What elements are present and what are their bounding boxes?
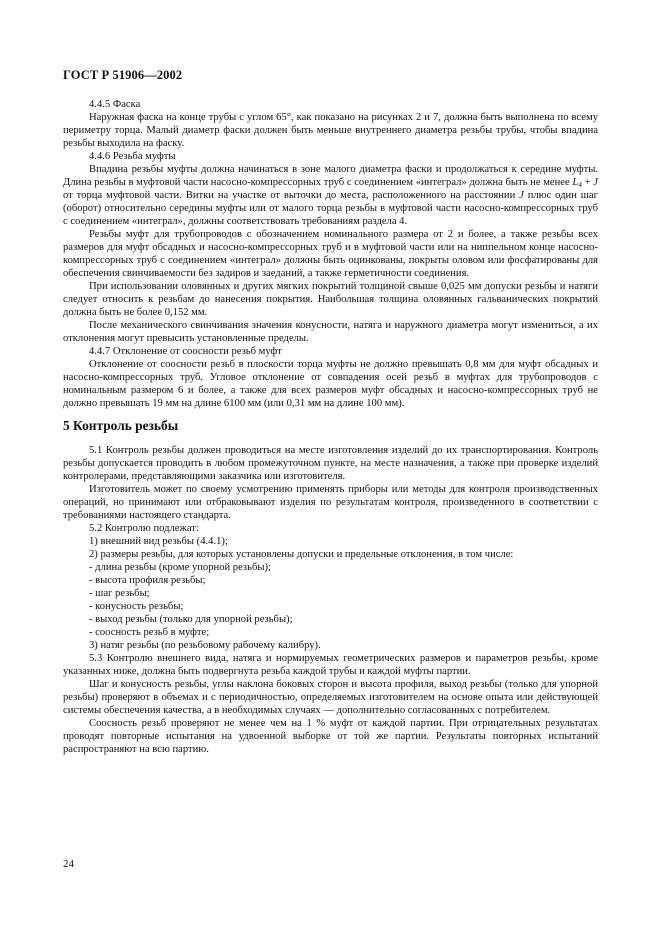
paragraph-coupling-thread: Впадина резьбы муфты должна начинаться в зоне малого диаметра фаски и продолжаться к середине муфты. Длина резьбы в муфтовой части насосно-компрессорных труб с соединением «интеграл» должна быть не менее $L_4 + J$ от торца муфтовой части. Витки на участке от выточки до места, расположенного на расстоянии J плюс один шаг (оборот) относительно середины муфты или от малого торца резьбы в муфтовой части насосно-компрессорных труб с соединением «интеграл», должны соответствовать требованиям раздела 4.: [63, 164, 598, 227]
list-item: 3) натяг резьбы (по резьбовому рабочему калибру).: [89, 640, 321, 651]
paragraph: 5.3 Контролю внешнего вида, натяга и нормируемых геометрических размеров и параметров резьбы, кроме указанных ниже, должна быть подвергнута резьба каждой трубы и каждой муфты партии.: [63, 653, 598, 677]
list-item: - соосность резьб в муфте;: [89, 627, 210, 638]
paragraph: При использовании оловянных и других мягких покрытий толщиной свыше 0,025 мм допуски резьбы и натяги следует относить к резьбам до нанесения покрытия. Наибольшая толщина оловянных гальванических покрытий должна быть не более 0,152 мм.: [63, 281, 598, 318]
page-number: 24: [63, 858, 74, 870]
symbol-J: J: [519, 190, 524, 201]
subsection-heading-4-4-6: 4.4.6 Резьба муфты: [89, 151, 176, 162]
list-item: - выход резьбы (только для упорной резьбы);: [89, 614, 293, 625]
paragraph: Соосность резьб проверяют не менее чем на 1 % муфт от каждой партии. При отрицательных результатах проводят повторные испытания на удвоенной выборке от той же партии. Результаты повторных испытаний распространяют на всю партию.: [63, 718, 598, 755]
list-item: - высота профиля резьбы;: [89, 575, 206, 586]
symbol-subscript: 4: [578, 180, 582, 189]
paragraph: 5.2 Контролю подлежат:: [89, 523, 199, 534]
symbol-L: L: [572, 177, 579, 188]
document-body: [63, 98, 598, 756]
standard-designation: ГОСТ Р 51906—2002: [63, 68, 183, 82]
list-item: 1) внешний вид резьбы (4.4.1);: [89, 536, 228, 547]
paragraph: Наружная фаска на конце трубы с углом 65°, как показано на рисунках 2 и 7, должна быть выполнена по всему периметру торца. Малый диаметр фаски должен быть меньше внутреннего диаметра резьбы трубы, чтобы впадина резьбы выходила на фаску.: [63, 112, 598, 149]
subsection-heading-4-4-7: 4.4.7 Отклонение от соосности резьб муфт: [89, 346, 282, 357]
list-item: - шаг резьбы;: [89, 588, 150, 599]
section-heading-5: 5 Контроль резьбы: [63, 418, 179, 433]
paragraph: После механического свинчивания значения конусности, натяга и наружного диаметра могут измениться, а их отклонения могут превысить установленные пределы.: [63, 320, 598, 344]
paragraph: Изготовитель может по своему усмотрению применять приборы или методы для контроля производственных операций, но принимают или отбраковывают изделия по результатам контроля, произведенного в соответствии с требованиями настоящего стандарта.: [63, 484, 598, 521]
list-item: - длина резьбы (кроме упорной резьбы);: [89, 562, 271, 573]
paragraph: 5.1 Контроль резьбы должен проводиться на месте изготовления изделий до их транспортирования. Контроль резьбы допускается проводить в любом промежуточном пункте, на месте назначения, а также при проверке изделий контролерами, представляющими заказчика или изготовителя.: [63, 445, 598, 482]
paragraph: Отклонение от соосности резьб в плоскости торца муфты не должно превышать 0,8 мм для муфт обсадных и насосно-компрессорных труб. Угловое отклонение от совпадения осей резьб в муфтах для трубопроводов с номинальным размером 6 и более, а также для всех размеров муфт обсадных и насосно-компрессорных труб не должно превышать 19 мм на длине 6100 мм (или 0,31 мм на длине 100 мм).: [63, 359, 598, 409]
symbol-J: J: [593, 177, 598, 188]
paragraph: Шаг и конусность резьбы, углы наклона боковых сторон и высота профиля, выход резьбы (только для упорной резьбы) проверяют в объемах и с периодичностью, определяемых изготовителем на основе опыта или действующей системы обеспечения качества, а в необходимых случаях — дополнительно согласованных с потребителем.: [63, 679, 598, 716]
list-item: - конусность резьбы;: [89, 601, 184, 612]
subsection-heading-4-4-5: 4.4.5 Фаска: [89, 99, 141, 110]
list-item: 2) размеры резьбы, для которых установлены допуски и предельные отклонения, в том числе:: [89, 549, 514, 560]
paragraph: Резьбы муфт для трубопроводов с обозначением номинального размера от 2 и более, а также резьбы всех размеров для муфт обсадных и насосно-компрессорных труб и в муфтовой части или на ниппельном конце насосно-компрессорных труб с соединением «интеграл» должны быть оцинкованы, покрыты оловом или фосфатированы для обеспечения свинчиваемости без задиров и заеданий, а также герметичности соединения.: [63, 229, 598, 279]
